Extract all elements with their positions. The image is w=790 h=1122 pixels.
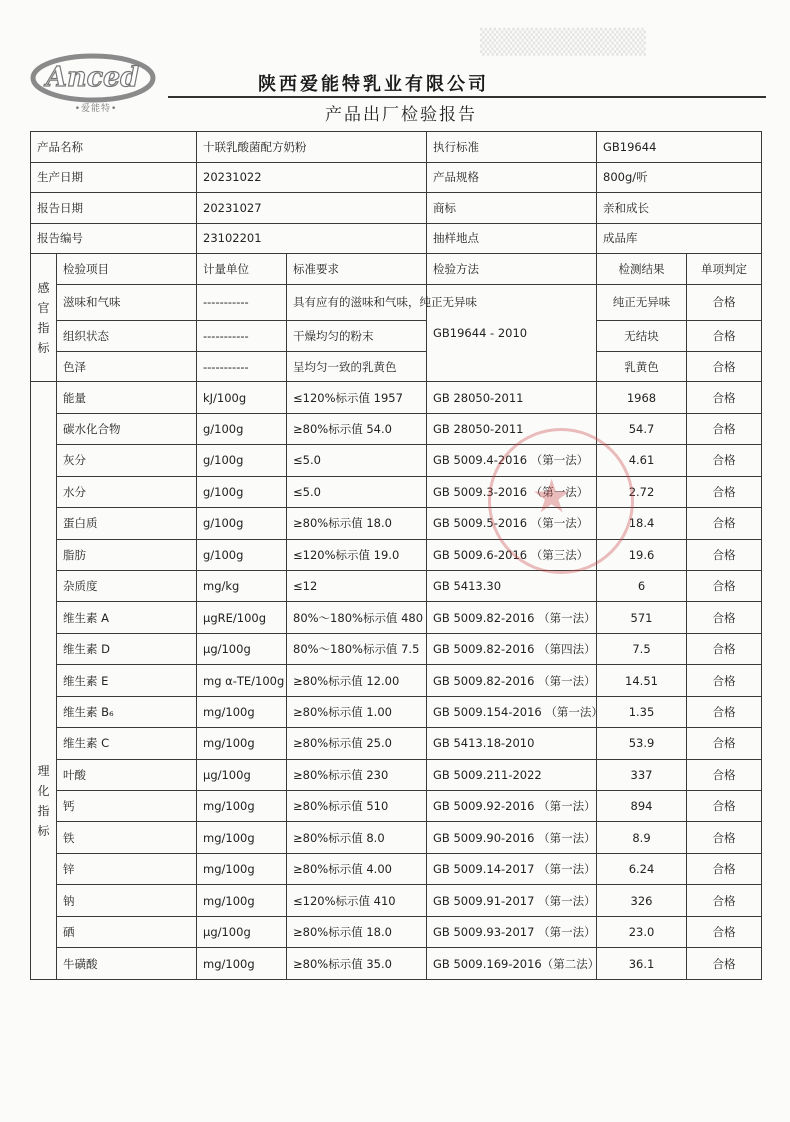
requirement-value: ≤5.0 — [287, 476, 427, 507]
requirement-value: 干燥均匀的粉末 — [287, 321, 427, 352]
requirement-value: ≥80%标示值 35.0 — [287, 948, 427, 980]
requirement-value: ≥80%标示值 18.0 — [287, 508, 427, 539]
requirement-value: ≤5.0 — [287, 445, 427, 476]
verdict-value: 合格 — [687, 759, 762, 790]
method-value: GB 5009.91-2017 （第一法） — [427, 885, 597, 916]
report-title: 产品出厂检验报告 — [325, 105, 477, 125]
table-row — [31, 759, 762, 790]
unit-value: μg/100g — [197, 633, 287, 664]
table-row — [31, 948, 762, 980]
table-row — [31, 284, 762, 321]
requirement-value: ≥80%标示值 12.00 — [287, 665, 427, 696]
result-value: 1968 — [597, 382, 687, 413]
method-value: GB 28050-2011 — [427, 413, 597, 444]
requirement-value: ≥80%标示值 18.0 — [287, 916, 427, 947]
unit-value: mg/100g — [197, 948, 287, 980]
verdict-value: 合格 — [687, 321, 762, 352]
unit-value: mg/100g — [197, 728, 287, 759]
item-name: 锌 — [57, 853, 197, 884]
requirement-value: ≥80%标示值 25.0 — [287, 728, 427, 759]
table-row — [31, 885, 762, 916]
verdict-value: 合格 — [687, 633, 762, 664]
item-name: 硒 — [57, 916, 197, 947]
verdict-value: 合格 — [687, 822, 762, 853]
requirement-value: ≥80%标示值 4.00 — [287, 853, 427, 884]
method-value: GB 5009.169-2016（第二法） — [427, 948, 597, 980]
unit-value: ----------- — [197, 321, 287, 352]
method-value: GB19644 - 2010 — [427, 284, 597, 382]
faint-background-mark: ▒▒▒▒▒▒▒▒▒ — [480, 28, 647, 56]
method-value: GB 5009.6-2016 （第三法） — [427, 539, 597, 570]
unit-value: mg/100g — [197, 791, 287, 822]
table-body — [31, 132, 762, 980]
table-row — [31, 413, 762, 444]
table-row — [31, 916, 762, 947]
method-value: GB 5009.93-2017 （第一法） — [427, 916, 597, 947]
method-value: GB 28050-2011 — [427, 382, 597, 413]
item-name: 维生素 B₆ — [57, 696, 197, 727]
item-name: 牛磺酸 — [57, 948, 197, 980]
method-value: GB 5009.4-2016 （第一法） — [427, 445, 597, 476]
item-name: 杂质度 — [57, 570, 197, 601]
brand-value: 亲和成长 — [597, 193, 762, 224]
method-value: GB 5009.82-2016 （第一法） — [427, 665, 597, 696]
method-value: GB 5009.3-2016 （第一法） — [427, 476, 597, 507]
info-row — [31, 162, 762, 193]
verdict-value: 合格 — [687, 602, 762, 633]
item-name: 灰分 — [57, 445, 197, 476]
result-value: 8.9 — [597, 822, 687, 853]
result-value: 1.35 — [597, 696, 687, 727]
table-row — [31, 853, 762, 884]
method-value: GB 5413.18-2010 — [427, 728, 597, 759]
unit-value: ----------- — [197, 284, 287, 321]
item-name: 叶酸 — [57, 759, 197, 790]
brand-label: 商标 — [427, 193, 597, 224]
result-value: 6.24 — [597, 853, 687, 884]
item-name: 维生素 E — [57, 665, 197, 696]
company-name: 陕西爱能特乳业有限公司 — [258, 74, 489, 95]
column-header-verdict: 单项判定 — [687, 254, 762, 285]
result-value: 53.9 — [597, 728, 687, 759]
method-value: GB 5009.90-2016 （第一法） — [427, 822, 597, 853]
category-cell-physchem — [31, 382, 57, 980]
requirement-value: ≤120%标示值 1957 — [287, 382, 427, 413]
unit-value: mg/100g — [197, 822, 287, 853]
table-row — [31, 445, 762, 476]
verdict-value: 合格 — [687, 413, 762, 444]
report-date-value: 20231027 — [197, 193, 427, 224]
category-char: 标 — [37, 340, 50, 355]
column-header-item: 检验项目 — [57, 254, 197, 285]
verdict-value: 合格 — [687, 696, 762, 727]
production-date-label: 生产日期 — [31, 162, 197, 193]
report-number-value: 23102201 — [197, 223, 427, 254]
verdict-value: 合格 — [687, 539, 762, 570]
inspection-table — [30, 131, 762, 980]
requirement-value: ≤12 — [287, 570, 427, 601]
verdict-value: 合格 — [687, 791, 762, 822]
requirement-value: 80%～180%标示值 480 — [287, 602, 427, 633]
verdict-value: 合格 — [687, 284, 762, 321]
table-row — [31, 728, 762, 759]
table-row — [31, 351, 762, 382]
item-name: 碳水化合物 — [57, 413, 197, 444]
table-row — [31, 539, 762, 570]
column-header-method: 检验方法 — [427, 254, 597, 285]
logo-text: Anced — [46, 62, 140, 93]
method-value: GB 5413.30 — [427, 570, 597, 601]
method-value: GB 5009.82-2016 （第四法） — [427, 633, 597, 664]
unit-value: mg/100g — [197, 696, 287, 727]
result-value: 36.1 — [597, 948, 687, 980]
result-value: 337 — [597, 759, 687, 790]
method-value: GB 5009.14-2017 （第一法） — [427, 853, 597, 884]
info-row — [31, 132, 762, 163]
table-row — [31, 321, 762, 352]
sampling-location-label: 抽样地点 — [427, 223, 597, 254]
column-header-req: 标准要求 — [287, 254, 427, 285]
item-name: 能量 — [57, 382, 197, 413]
verdict-value: 合格 — [687, 508, 762, 539]
result-value: 无结块 — [597, 321, 687, 352]
info-row — [31, 223, 762, 254]
unit-value: μg/100g — [197, 759, 287, 790]
sampling-location-value: 成品库 — [597, 223, 762, 254]
info-row — [31, 193, 762, 224]
method-value: GB 5009.154-2016 （第一法） — [427, 696, 597, 727]
requirement-value: ≥80%标示值 510 — [287, 791, 427, 822]
column-header-row — [31, 254, 762, 285]
category-spacer — [37, 521, 50, 761]
result-value: 14.51 — [597, 665, 687, 696]
verdict-value: 合格 — [687, 916, 762, 947]
unit-value: g/100g — [197, 445, 287, 476]
result-value: 7.5 — [597, 633, 687, 664]
verdict-value: 合格 — [687, 382, 762, 413]
category-char: 标 — [37, 823, 50, 838]
result-value: 894 — [597, 791, 687, 822]
product-name-value: 十联乳酸菌配方奶粉 — [197, 132, 427, 163]
item-name: 蛋白质 — [57, 508, 197, 539]
unit-value: ----------- — [197, 351, 287, 382]
report-number-label: 报告编号 — [31, 223, 197, 254]
unit-value: g/100g — [197, 413, 287, 444]
result-value: 571 — [597, 602, 687, 633]
result-value: 326 — [597, 885, 687, 916]
verdict-value: 合格 — [687, 445, 762, 476]
table-row — [31, 791, 762, 822]
category-cell-sensory — [31, 254, 57, 382]
method-value: GB 5009.92-2016 （第一法） — [427, 791, 597, 822]
production-date-value: 20231022 — [197, 162, 427, 193]
result-value: 6 — [597, 570, 687, 601]
item-name: 滋味和气味 — [57, 284, 197, 321]
result-value: 2.72 — [597, 476, 687, 507]
table-row — [31, 696, 762, 727]
table-row — [31, 602, 762, 633]
result-value: 4.61 — [597, 445, 687, 476]
table-row — [31, 633, 762, 664]
unit-value: g/100g — [197, 476, 287, 507]
item-name: 钠 — [57, 885, 197, 916]
result-value: 19.6 — [597, 539, 687, 570]
result-value: 54.7 — [597, 413, 687, 444]
method-value: GB 5009.211-2022 — [427, 759, 597, 790]
unit-value: kJ/100g — [197, 382, 287, 413]
requirement-value: ≥80%标示值 1.00 — [287, 696, 427, 727]
table-row — [31, 822, 762, 853]
category-char: 化 — [37, 783, 50, 798]
unit-value: mg/100g — [197, 885, 287, 916]
item-name: 维生素 A — [57, 602, 197, 633]
method-value: GB 5009.5-2016 （第一法） — [427, 508, 597, 539]
header-divider — [168, 96, 766, 98]
verdict-value: 合格 — [687, 853, 762, 884]
result-value: 18.4 — [597, 508, 687, 539]
item-name: 铁 — [57, 822, 197, 853]
item-name: 维生素 C — [57, 728, 197, 759]
item-name: 维生素 D — [57, 633, 197, 664]
table-row — [31, 476, 762, 507]
requirement-value: 呈均匀一致的乳黄色 — [287, 351, 427, 382]
column-header-unit: 计量单位 — [197, 254, 287, 285]
seal-star-icon: ★ — [531, 469, 573, 523]
verdict-value: 合格 — [687, 476, 762, 507]
report-date-label: 报告日期 — [31, 193, 197, 224]
verdict-value: 合格 — [687, 351, 762, 382]
verdict-value: 合格 — [687, 728, 762, 759]
spec-label: 产品规格 — [427, 162, 597, 193]
standard-label: 执行标准 — [427, 132, 597, 163]
unit-value: g/100g — [197, 508, 287, 539]
verdict-value: 合格 — [687, 570, 762, 601]
requirement-value: ≤120%标示值 410 — [287, 885, 427, 916]
unit-value: g/100g — [197, 539, 287, 570]
method-value: GB 5009.82-2016 （第一法） — [427, 602, 597, 633]
standard-value: GB19644 — [597, 132, 762, 163]
item-name: 钙 — [57, 791, 197, 822]
unit-value: μgRE/100g — [197, 602, 287, 633]
requirement-value: 80%～180%标示值 7.5 — [287, 633, 427, 664]
spec-value: 800g/听 — [597, 162, 762, 193]
requirement-value: ≥80%标示值 8.0 — [287, 822, 427, 853]
verdict-value: 合格 — [687, 665, 762, 696]
result-value: 纯正无异味 — [597, 284, 687, 321]
category-char: 指 — [37, 803, 50, 818]
table-row — [31, 382, 762, 413]
category-char: 指 — [37, 320, 50, 335]
requirement-value: ≥80%标示值 230 — [287, 759, 427, 790]
verdict-value: 合格 — [687, 885, 762, 916]
product-name-label: 产品名称 — [31, 132, 197, 163]
requirement-value: ≤120%标示值 19.0 — [287, 539, 427, 570]
item-name: 组织状态 — [57, 321, 197, 352]
requirement-value: ≥80%标示值 54.0 — [287, 413, 427, 444]
requirement-value: 具有应有的滋味和气味，纯正无异味 — [287, 284, 427, 321]
table-row — [31, 665, 762, 696]
item-name: 水分 — [57, 476, 197, 507]
category-char: 理 — [37, 763, 50, 778]
unit-value: mg/kg — [197, 570, 287, 601]
category-char: 感 — [37, 280, 50, 295]
item-name: 色泽 — [57, 351, 197, 382]
result-value: 乳黄色 — [597, 351, 687, 382]
logo-subtitle: •爱能特• — [74, 104, 118, 114]
table-row — [31, 508, 762, 539]
category-char: 官 — [37, 300, 50, 315]
item-name: 脂肪 — [57, 539, 197, 570]
result-value: 23.0 — [597, 916, 687, 947]
column-header-result: 检测结果 — [597, 254, 687, 285]
table-row — [31, 570, 762, 601]
unit-value: μg/100g — [197, 916, 287, 947]
verdict-value: 合格 — [687, 948, 762, 980]
unit-value: mg α-TE/100g — [197, 665, 287, 696]
unit-value: mg/100g — [197, 853, 287, 884]
